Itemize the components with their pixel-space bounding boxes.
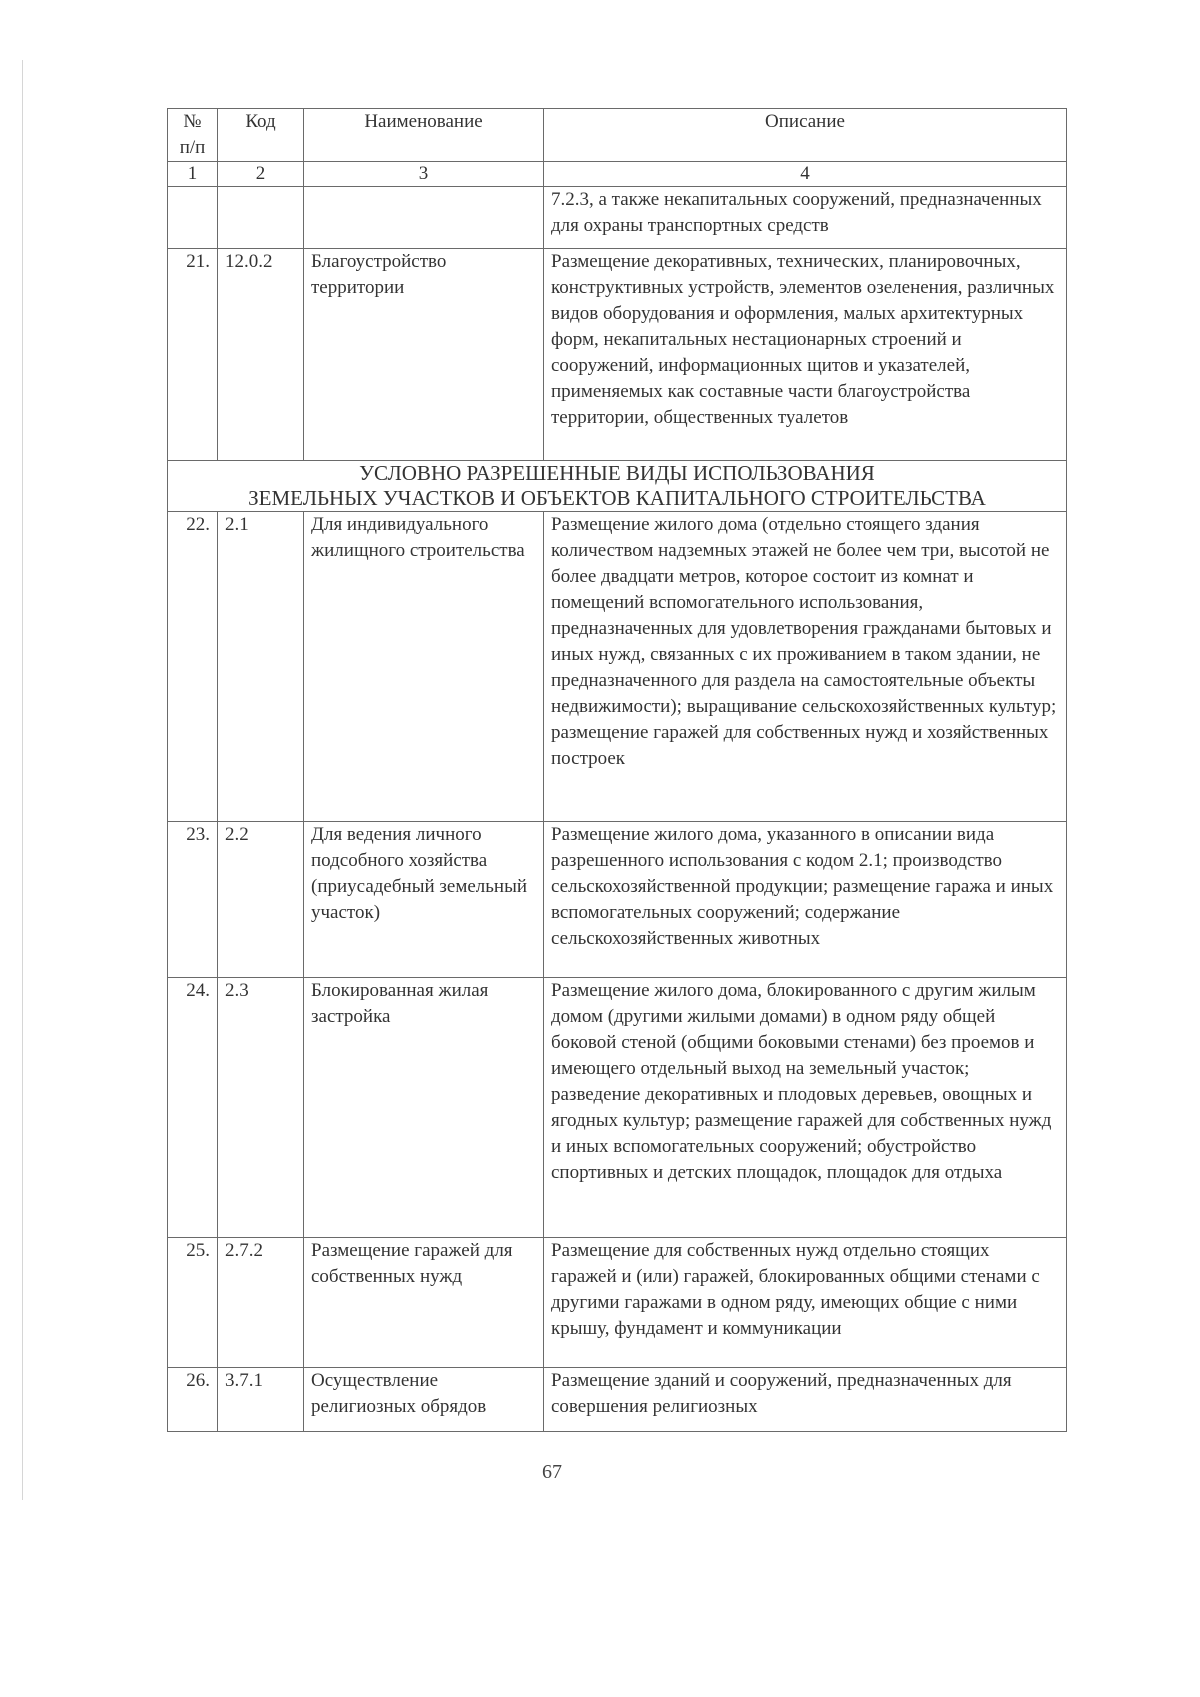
column-number: 1 [168,162,218,187]
page-number: 67 [542,1461,562,1483]
row-description: Размещение жилого дома, блокированного с другим жилым домом (другими жилыми домами) в одном ряду общей боковой стеной (общими боковыми стенами) без проемов и имеющего отдельный выход на земельный участок; разведение декоративных и плодовых деревьев, овощных и ягодных культур; размещение гаражей для собственных нужд и иных вспомогательных сооружений; обустройство спортивных и детских площадок, площадок для отдыха [544,978,1067,1238]
section-heading-row [168,461,1067,512]
column-number: 3 [304,162,544,187]
row-code: 2.7.2 [218,1238,304,1368]
row-name: Размещение гаражей для собственных нужд [304,1238,544,1368]
row-code: 2.2 [218,822,304,978]
table-row [168,512,1067,822]
column-number: 4 [544,162,1067,187]
row-number: 23. [168,822,218,978]
row-description: 7.2.3, а также некапитальных сооружений, предназначенных для охраны транспортных средств [544,187,1067,249]
row-name: Благоустройство территории [304,249,544,461]
table-row [168,1368,1067,1432]
row-description: Размещение декоративных, технических, планировочных, конструктивных устройств, элементов озеленения, различных видов оборудования и оформления, малых архитектурных форм, некапитальных нестационарных строений и сооружений, информационных щитов и указателей, применяемых как составные части благоустройства территории, общественных туалетов [544,249,1067,461]
row-description: Размещение жилого дома, указанного в описании вида разрешенного использования с кодом 2.1; производство сельскохозяйственной продукции; размещение гаража и иных вспомогательных сооружений; содержание сельскохозяйственных животных [544,822,1067,978]
table-row [168,822,1067,978]
row-description: Размещение для собственных нужд отдельно стоящих гаражей и (или) гаражей, блокированных общими стенами с другими гаражами в одном ряду, имеющих общие с ними крышу, фундамент и коммуникации [544,1238,1067,1368]
row-number: 22. [168,512,218,822]
land-use-table [167,108,1067,1432]
column-number: 2 [218,162,304,187]
header-number: № п/п [168,109,218,162]
row-number: 21. [168,249,218,461]
header-name: Наименование [304,109,544,162]
row-code: 2.1 [218,512,304,822]
table-row [168,187,1067,249]
section-heading-line: УСЛОВНО РАЗРЕШЕННЫЕ ВИДЫ ИСПОЛЬЗОВАНИЯ [359,461,875,485]
row-code: 3.7.1 [218,1368,304,1432]
row-number: 26. [168,1368,218,1432]
row-description: Размещение зданий и сооружений, предназначенных для совершения религиозных [544,1368,1067,1432]
header-code: Код [218,109,304,162]
row-name: Для ведения личного подсобного хозяйства (приусадебный земельный участок) [304,822,544,978]
table-row [168,1238,1067,1368]
row-code: 2.3 [218,978,304,1238]
table-row [168,249,1067,461]
table-row [168,978,1067,1238]
row-name: Осуществление религиозных обрядов [304,1368,544,1432]
scan-margin-line [22,60,23,1500]
row-number: 24. [168,978,218,1238]
row-number: 25. [168,1238,218,1368]
header-description: Описание [544,109,1067,162]
table-header-row [168,109,1067,162]
row-name: Для индивидуального жилищного строительства [304,512,544,822]
section-heading-line: ЗЕМЕЛЬНЫХ УЧАСТКОВ И ОБЪЕКТОВ КАПИТАЛЬНОГО СТРОИТЕЛЬСТВА [248,486,986,510]
column-numbers-row [168,162,1067,187]
section-heading [168,461,1067,512]
row-description: Размещение жилого дома (отдельно стоящего здания количеством надземных этажей не более чем три, высотой не более двадцати метров, которое состоит из комнат и помещений вспомогательного использования, предназначенных для удовлетворения гражданами бытовых и иных нужд, связанных с их проживанием в таком здании, не предназначенного для раздела на самостоятельные объекты недвижимости); выращивание сельскохозяйственных культур; размещение гаражей для собственных нужд и хозяйственных построек [544,512,1067,822]
row-name: Блокированная жилая застройка [304,978,544,1238]
row-code: 12.0.2 [218,249,304,461]
